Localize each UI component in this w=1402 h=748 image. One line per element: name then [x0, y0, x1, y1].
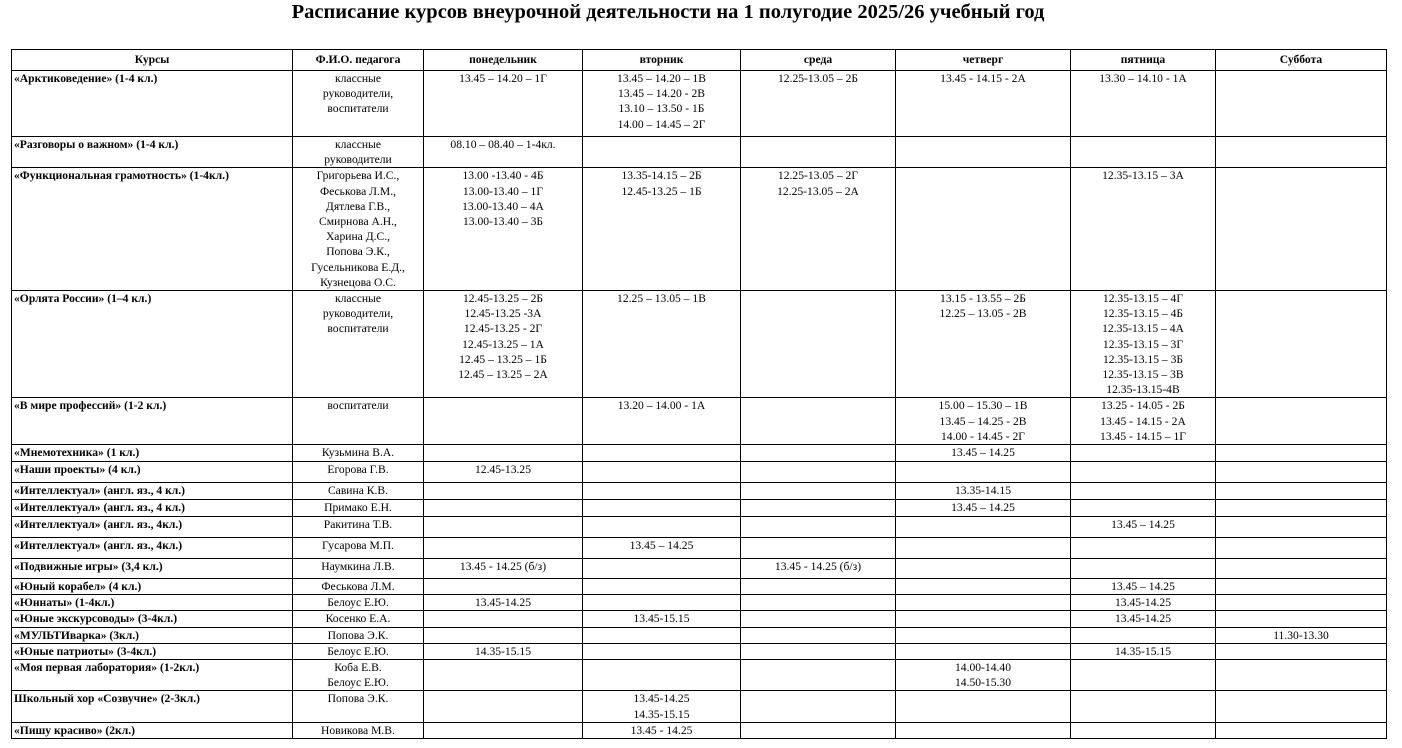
table-row: [12, 643, 1387, 659]
course-name-cell: «Юный корабел» (4 кл.): [12, 579, 293, 595]
schedule-cell-monday: [424, 445, 583, 462]
schedule-cell-monday: [424, 722, 583, 738]
teacher-line: Ракитина Т.В.: [323, 518, 393, 532]
schedule-cell-saturday: [1216, 660, 1387, 691]
schedule-cell-wednesday: [741, 691, 896, 722]
schedule-cell-friday: [1071, 627, 1216, 643]
teacher-line: Новикова М.В.: [321, 723, 395, 737]
schedule-cell-thursday: [896, 660, 1071, 691]
course-name-cell: «В мире профессий» (1-2 кл.): [12, 398, 293, 445]
course-name-cell: «Интеллектуал» (англ. яз., 4кл.): [12, 517, 293, 538]
time-slot: 14.00-14.40: [954, 661, 1012, 675]
schedule-cell-tuesday: [583, 627, 741, 643]
schedule-cell-wednesday: [741, 538, 896, 559]
time-slot: 12.35-13.15-4В: [1106, 383, 1180, 397]
teacher-line: Смирнова А.Н.,: [319, 215, 397, 229]
schedule-cell-saturday: [1216, 291, 1387, 398]
teacher-cell: [293, 559, 424, 579]
schedule-cell-tuesday: [583, 291, 741, 398]
time-slot: 13.00-13.40 – 1Г: [462, 184, 544, 198]
schedule-cell-monday: [424, 579, 583, 595]
schedule-cell-thursday: [896, 691, 1071, 722]
schedule-cell-thursday: [896, 611, 1071, 627]
table-row: [12, 398, 1387, 445]
time-slot: 12.45-13.25 – 1Б: [621, 184, 702, 198]
time-slot: 13.45 – 14.25: [951, 446, 1015, 460]
schedule-cell-tuesday: [583, 398, 741, 445]
teacher-line: Гусарова М.П.: [322, 539, 394, 553]
course-name-cell: «Мнемотехника» (1 кл.): [12, 445, 293, 462]
time-slot: 13.00-13.40 – 4А: [462, 199, 544, 213]
teacher-cell: [293, 462, 424, 483]
teacher-cell: [293, 660, 424, 691]
schedule-cell-tuesday: [583, 579, 741, 595]
teacher-line: Попова Э.К.: [327, 628, 389, 642]
teacher-line: руководители,: [322, 307, 394, 321]
schedule-cell-tuesday: [583, 500, 741, 517]
course-name-cell: «Юные патриоты» (3-4кл.): [12, 643, 293, 659]
schedule-cell-monday: [424, 462, 583, 483]
schedule-cell-tuesday: [583, 660, 741, 691]
time-slot: 12.35-13.15 – 4Б: [1102, 307, 1184, 321]
schedule-cell-wednesday: [741, 445, 896, 462]
teacher-cell: [293, 691, 424, 722]
schedule-cell-friday: [1071, 462, 1216, 483]
schedule-cell-thursday: [896, 398, 1071, 445]
schedule-cell-wednesday: [741, 595, 896, 611]
time-slot: 13.45 – 14.20 – 1Г: [459, 72, 547, 85]
schedule-cell-monday: [424, 398, 583, 445]
time-slot: 13.45 - 14.25 (б/з): [774, 560, 862, 574]
schedule-cell-saturday: [1216, 611, 1387, 627]
teacher-line: Попова Э.К.: [327, 692, 389, 706]
time-slot: 12.25 – 13.05 - 2В: [939, 307, 1027, 321]
time-slot: 14.00 - 14.45 - 2Г: [941, 429, 1025, 443]
schedule-cell-thursday: [896, 643, 1071, 659]
time-slot: 12.35-13.15 – 4Г: [1102, 292, 1184, 306]
course-name-cell: «Подвижные игры» (3,4 кл.): [12, 559, 293, 579]
column-header-thursday: четверг: [896, 50, 1071, 71]
schedule-cell-friday: [1071, 579, 1216, 595]
schedule-cell-thursday: [896, 71, 1071, 137]
teacher-cell: [293, 627, 424, 643]
schedule-cell-wednesday: [741, 291, 896, 398]
teacher-line: Григорьева И.С.,: [316, 169, 400, 183]
schedule-cell-thursday: [896, 137, 1071, 168]
schedule-cell-wednesday: [741, 483, 896, 500]
time-slot: 12.35-13.15 – 3А: [1102, 169, 1184, 183]
table-row: [12, 168, 1387, 291]
teacher-line: Дятлева Г.В.,: [325, 199, 391, 213]
time-slot: 13.45-14.25: [1114, 596, 1172, 610]
schedule-cell-wednesday: [741, 398, 896, 445]
time-slot: 13.35-14.15 – 2Б: [621, 169, 702, 183]
time-slot: 13.45 - 14.15 - 2А: [1100, 414, 1186, 428]
course-name-cell: «Интеллектуал» (англ. яз., 4 кл.): [12, 483, 293, 500]
time-slot: 13.45 – 14.25: [1111, 518, 1175, 532]
teacher-cell: [293, 611, 424, 627]
table-row: [12, 559, 1387, 579]
teacher-cell: [293, 291, 424, 398]
teacher-line: Кузнецова О.С.: [320, 275, 396, 289]
schedule-cell-monday: [424, 643, 583, 659]
schedule-cell-wednesday: [741, 660, 896, 691]
time-slot: 13.45 – 14.20 - 2В: [618, 87, 705, 101]
teacher-cell: [293, 722, 424, 738]
schedule-cell-tuesday: [583, 722, 741, 738]
time-slot: 12.25-13.05 – 2Б: [777, 72, 859, 85]
teacher-line: Белоус Е.Ю.: [327, 644, 389, 658]
schedule-cell-saturday: [1216, 627, 1387, 643]
teacher-line: Коба Е.В.: [334, 661, 382, 675]
teacher-line: Примако Е.Н.: [324, 501, 392, 515]
schedule-cell-saturday: [1216, 168, 1387, 291]
schedule-cell-thursday: [896, 168, 1071, 291]
table-row: [12, 500, 1387, 517]
schedule-cell-thursday: [896, 538, 1071, 559]
schedule-cell-thursday: [896, 722, 1071, 738]
teacher-line: воспитатели: [327, 102, 389, 116]
document-title: Расписание курсов внеурочной деятельности на 1 полугодие 2025/26 учебный год: [291, 1, 1045, 23]
schedule-cell-saturday: [1216, 643, 1387, 659]
time-slot: 13.30 – 14.10 - 1А: [1099, 72, 1187, 85]
time-slot: 12.45-13.25 – 2Б: [462, 292, 544, 306]
schedule-cell-saturday: [1216, 398, 1387, 445]
schedule-cell-tuesday: [583, 462, 741, 483]
teacher-line: руководители,: [322, 87, 394, 101]
schedule-cell-tuesday: [583, 559, 741, 579]
course-name-cell: «Разговоры о важном» (1-4 кл.): [12, 137, 293, 168]
schedule-cell-wednesday: [741, 462, 896, 483]
schedule-cell-monday: [424, 168, 583, 291]
time-slot: 13.45-14.25: [474, 596, 532, 610]
table-row: [12, 627, 1387, 643]
time-slot: 12.45-13.25: [474, 463, 532, 477]
table-row: [12, 517, 1387, 538]
schedule-cell-tuesday: [583, 691, 741, 722]
course-name-cell: «Пишу красиво» (2кл.): [12, 722, 293, 738]
time-slot: 11.30-13.30: [1273, 628, 1329, 642]
time-slot: 15.00 – 15.30 – 1В: [938, 399, 1028, 413]
course-name-cell: «Орлята России» (1–4 кл.): [12, 291, 293, 398]
time-slot: 13.45 - 14.25: [630, 723, 693, 737]
teacher-cell: [293, 71, 424, 137]
time-slot: 13.00-13.40 – 3Б: [462, 215, 544, 229]
schedule-cell-tuesday: [583, 483, 741, 500]
schedule-cell-thursday: [896, 500, 1071, 517]
table-row: [12, 579, 1387, 595]
teacher-cell: [293, 538, 424, 559]
schedule-cell-monday: [424, 691, 583, 722]
time-slot: 13.25 - 14.05 - 2Б: [1101, 399, 1185, 413]
schedule-cell-tuesday: [583, 611, 741, 627]
time-slot: 13.45-14.25: [1114, 612, 1172, 626]
teacher-cell: [293, 643, 424, 659]
time-slot: 13.45 – 14.25: [629, 539, 694, 553]
teacher-line: Попова Э.К.,: [326, 245, 390, 259]
time-slot: 12.45 – 13.25 – 1Б: [459, 352, 547, 366]
teacher-line: Гусельникова Е.Д.,: [311, 260, 405, 274]
table-row: [12, 462, 1387, 483]
schedule-cell-thursday: [896, 559, 1071, 579]
teacher-cell: [293, 445, 424, 462]
time-slot: 12.45-13.25 – 1А: [462, 337, 544, 351]
course-name-cell: «МУЛЬТИварка» (3кл.): [12, 627, 293, 643]
teacher-cell: [293, 579, 424, 595]
column-header-wednesday: среда: [741, 50, 896, 71]
schedule-cell-saturday: [1216, 579, 1387, 595]
schedule-cell-saturday: [1216, 595, 1387, 611]
schedule-cell-saturday: [1216, 137, 1387, 168]
table-row: [12, 691, 1387, 722]
schedule-cell-thursday: [896, 517, 1071, 538]
schedule-cell-wednesday: [741, 627, 896, 643]
time-slot: 13.10 – 13.50 - 1Б: [618, 102, 705, 116]
time-slot: 13.45 – 14.25 - 2В: [939, 414, 1027, 428]
time-slot: 13.45 – 14.25: [1111, 580, 1175, 594]
schedule-cell-friday: [1071, 722, 1216, 738]
time-slot: 13.45 - 14.15 - 2А: [940, 72, 1026, 85]
teacher-line: Косенко Е.А.: [325, 612, 391, 626]
schedule-cell-friday: [1071, 500, 1216, 517]
teacher-cell: [293, 168, 424, 291]
table-row: [12, 291, 1387, 398]
schedule-cell-tuesday: [583, 168, 741, 291]
table-row: [12, 595, 1387, 611]
table-row: [12, 722, 1387, 738]
schedule-body: [12, 71, 1387, 739]
schedule-cell-friday: [1071, 611, 1216, 627]
schedule-cell-wednesday: [741, 611, 896, 627]
schedule-cell-tuesday: [583, 538, 741, 559]
teacher-line: Савина К.В.: [327, 484, 389, 498]
course-name-cell: «Функциональная грамотность» (1-4кл.): [12, 168, 293, 291]
schedule-cell-friday: [1071, 643, 1216, 659]
schedule-cell-thursday: [896, 579, 1071, 595]
teacher-line: Наумкина Л.В.: [321, 560, 395, 574]
table-row: [12, 445, 1387, 462]
schedule-cell-saturday: [1216, 722, 1387, 738]
time-slot: 12.45 – 13.25 – 2А: [458, 368, 548, 382]
schedule-cell-friday: [1071, 691, 1216, 722]
time-slot: 13.45 - 14.25 (б/з): [459, 560, 547, 574]
schedule-cell-saturday: [1216, 691, 1387, 722]
schedule-cell-thursday: [896, 627, 1071, 643]
table-row: [12, 483, 1387, 500]
schedule-cell-wednesday: [741, 168, 896, 291]
time-slot: 12.35-13.15 – 3Г: [1102, 337, 1184, 351]
time-slot: 12.25 – 13.05 – 1В: [617, 292, 706, 306]
schedule-cell-tuesday: [583, 71, 741, 137]
time-slot: 13.35-14.15: [954, 484, 1012, 498]
time-slot: 12.25-13.05 – 2А: [777, 184, 859, 198]
schedule-cell-thursday: [896, 595, 1071, 611]
time-slot: 13.45 - 14.15 – 1Г: [1100, 429, 1186, 443]
schedule-cell-wednesday: [741, 579, 896, 595]
table-row: [12, 71, 1387, 137]
teacher-cell: [293, 517, 424, 538]
schedule-cell-thursday: [896, 462, 1071, 483]
course-name-cell: «Интеллектуал» (англ. яз., 4кл.): [12, 538, 293, 559]
column-header-saturday: Суббота: [1216, 50, 1387, 71]
schedule-cell-friday: [1071, 137, 1216, 168]
schedule-cell-thursday: [896, 291, 1071, 398]
schedule-cell-friday: [1071, 483, 1216, 500]
schedule-cell-wednesday: [741, 643, 896, 659]
course-name-cell: «Наши проекты» (4 кл.): [12, 462, 293, 483]
time-slot: 14.00 – 14.45 – 2Г: [617, 117, 706, 131]
teacher-cell: [293, 500, 424, 517]
time-slot: 13.45-14.25: [633, 692, 690, 706]
teacher-cell: [293, 398, 424, 445]
schedule-cell-friday: [1071, 559, 1216, 579]
teacher-cell: [293, 137, 424, 168]
table-row: [12, 137, 1387, 168]
schedule-cell-monday: [424, 611, 583, 627]
schedule-cell-saturday: [1216, 71, 1387, 137]
course-name-cell: «Интеллектуал» (англ. яз., 4 кл.): [12, 500, 293, 517]
course-name-cell: «Юные экскурсоводы» (3-4кл.): [12, 611, 293, 627]
header-row: [12, 50, 1387, 71]
table-row: [12, 611, 1387, 627]
teacher-line: классные: [335, 72, 381, 85]
time-slot: 13.45 – 14.20 – 1В: [617, 72, 706, 85]
time-slot: 12.35-13.15 – 4А: [1102, 322, 1184, 336]
schedule-cell-monday: [424, 291, 583, 398]
schedule-cell-wednesday: [741, 559, 896, 579]
time-slot: 12.25-13.05 – 2Г: [777, 169, 859, 183]
teacher-line: Егорова Г.В.: [327, 463, 389, 477]
table-row: [12, 538, 1387, 559]
schedule-cell-friday: [1071, 445, 1216, 462]
teacher-line: классные: [335, 138, 381, 151]
column-header-teacher: Ф.И.О. педагога: [293, 50, 424, 71]
time-slot: 13.45 – 14.25: [951, 501, 1015, 515]
schedule-cell-monday: [424, 538, 583, 559]
course-name-cell: Школьный хор «Созвучие» (2-3кл.): [12, 691, 293, 722]
time-slot: 14.35-15.15: [633, 707, 690, 721]
teacher-line: Феськова Л.М.,: [319, 184, 397, 198]
schedule-cell-wednesday: [741, 71, 896, 137]
time-slot: 12.45-13.25 -3А: [464, 307, 542, 321]
teacher-line: классные: [335, 292, 381, 306]
teacher-cell: [293, 483, 424, 500]
schedule-cell-friday: [1071, 168, 1216, 291]
time-slot: 08.10 – 08.40 – 1-4кл.: [450, 138, 556, 151]
schedule-cell-tuesday: [583, 137, 741, 168]
schedule-cell-monday: [424, 500, 583, 517]
schedule-cell-friday: [1071, 595, 1216, 611]
schedule-cell-wednesday: [741, 500, 896, 517]
time-slot: 12.35-13.15 – 3Б: [1102, 352, 1184, 366]
schedule-cell-monday: [424, 517, 583, 538]
schedule-cell-saturday: [1216, 500, 1387, 517]
column-header-courses: Курсы: [12, 50, 293, 71]
column-header-monday: понедельник: [424, 50, 583, 71]
schedule-cell-friday: [1071, 517, 1216, 538]
schedule-cell-tuesday: [583, 643, 741, 659]
schedule-cell-saturday: [1216, 462, 1387, 483]
teacher-cell: [293, 595, 424, 611]
schedule-cell-saturday: [1216, 517, 1387, 538]
schedule-cell-tuesday: [583, 595, 741, 611]
teacher-line: воспитатели: [327, 322, 389, 336]
time-slot: 13.15 - 13.55 – 2Б: [940, 292, 1026, 306]
time-slot: 14.35-15.15: [1114, 644, 1172, 658]
teacher-line: Белоус Е.Ю.: [327, 596, 389, 610]
schedule-cell-monday: [424, 137, 583, 168]
teacher-line: Харина Д.С.,: [325, 230, 391, 244]
time-slot: 12.35-13.15 – 3В: [1102, 368, 1184, 382]
schedule-cell-wednesday: [741, 722, 896, 738]
schedule-cell-friday: [1071, 71, 1216, 137]
schedule-cell-friday: [1071, 398, 1216, 445]
schedule-cell-tuesday: [583, 517, 741, 538]
course-name-cell: «Юннаты» (1-4кл.): [12, 595, 293, 611]
schedule-cell-thursday: [896, 483, 1071, 500]
schedule-cell-friday: [1071, 538, 1216, 559]
schedule-cell-tuesday: [583, 445, 741, 462]
teacher-line: воспитатели: [327, 399, 389, 413]
schedule-cell-thursday: [896, 445, 1071, 462]
time-slot: 13.00 -13.40 - 4Б: [462, 169, 544, 183]
schedule-cell-monday: [424, 660, 583, 691]
schedule-cell-friday: [1071, 660, 1216, 691]
schedule-cell-wednesday: [741, 517, 896, 538]
column-header-tuesday: вторник: [583, 50, 741, 71]
schedule-cell-monday: [424, 559, 583, 579]
teacher-line: Феськова Л.М.: [321, 580, 395, 594]
time-slot: 14.35-15.15: [474, 644, 532, 658]
schedule-cell-saturday: [1216, 538, 1387, 559]
teacher-line: Кузьмина В.А.: [321, 446, 395, 460]
schedule-cell-saturday: [1216, 445, 1387, 462]
schedule-cell-monday: [424, 71, 583, 137]
schedule-cell-monday: [424, 595, 583, 611]
schedule-cell-wednesday: [741, 137, 896, 168]
schedule-table: [11, 49, 1387, 739]
table-row: [12, 660, 1387, 691]
time-slot: 13.45-15.15: [633, 612, 690, 626]
teacher-line: Белоус Е.Ю.: [327, 676, 389, 690]
schedule-cell-monday: [424, 483, 583, 500]
time-slot: 13.20 – 14.00 - 1А: [617, 399, 706, 413]
time-slot: 14.50-15.30: [954, 676, 1012, 690]
course-name-cell: «Моя первая лаборатория» (1-2кл.): [12, 660, 293, 691]
schedule-cell-saturday: [1216, 559, 1387, 579]
schedule-cell-monday: [424, 627, 583, 643]
column-header-friday: пятница: [1071, 50, 1216, 71]
teacher-line: руководители: [324, 153, 392, 167]
schedule-cell-saturday: [1216, 483, 1387, 500]
course-name-cell: «Арктиковедение» (1-4 кл.): [12, 71, 293, 137]
schedule-cell-friday: [1071, 291, 1216, 398]
time-slot: 12.45-13.25 - 2Г: [463, 322, 543, 336]
